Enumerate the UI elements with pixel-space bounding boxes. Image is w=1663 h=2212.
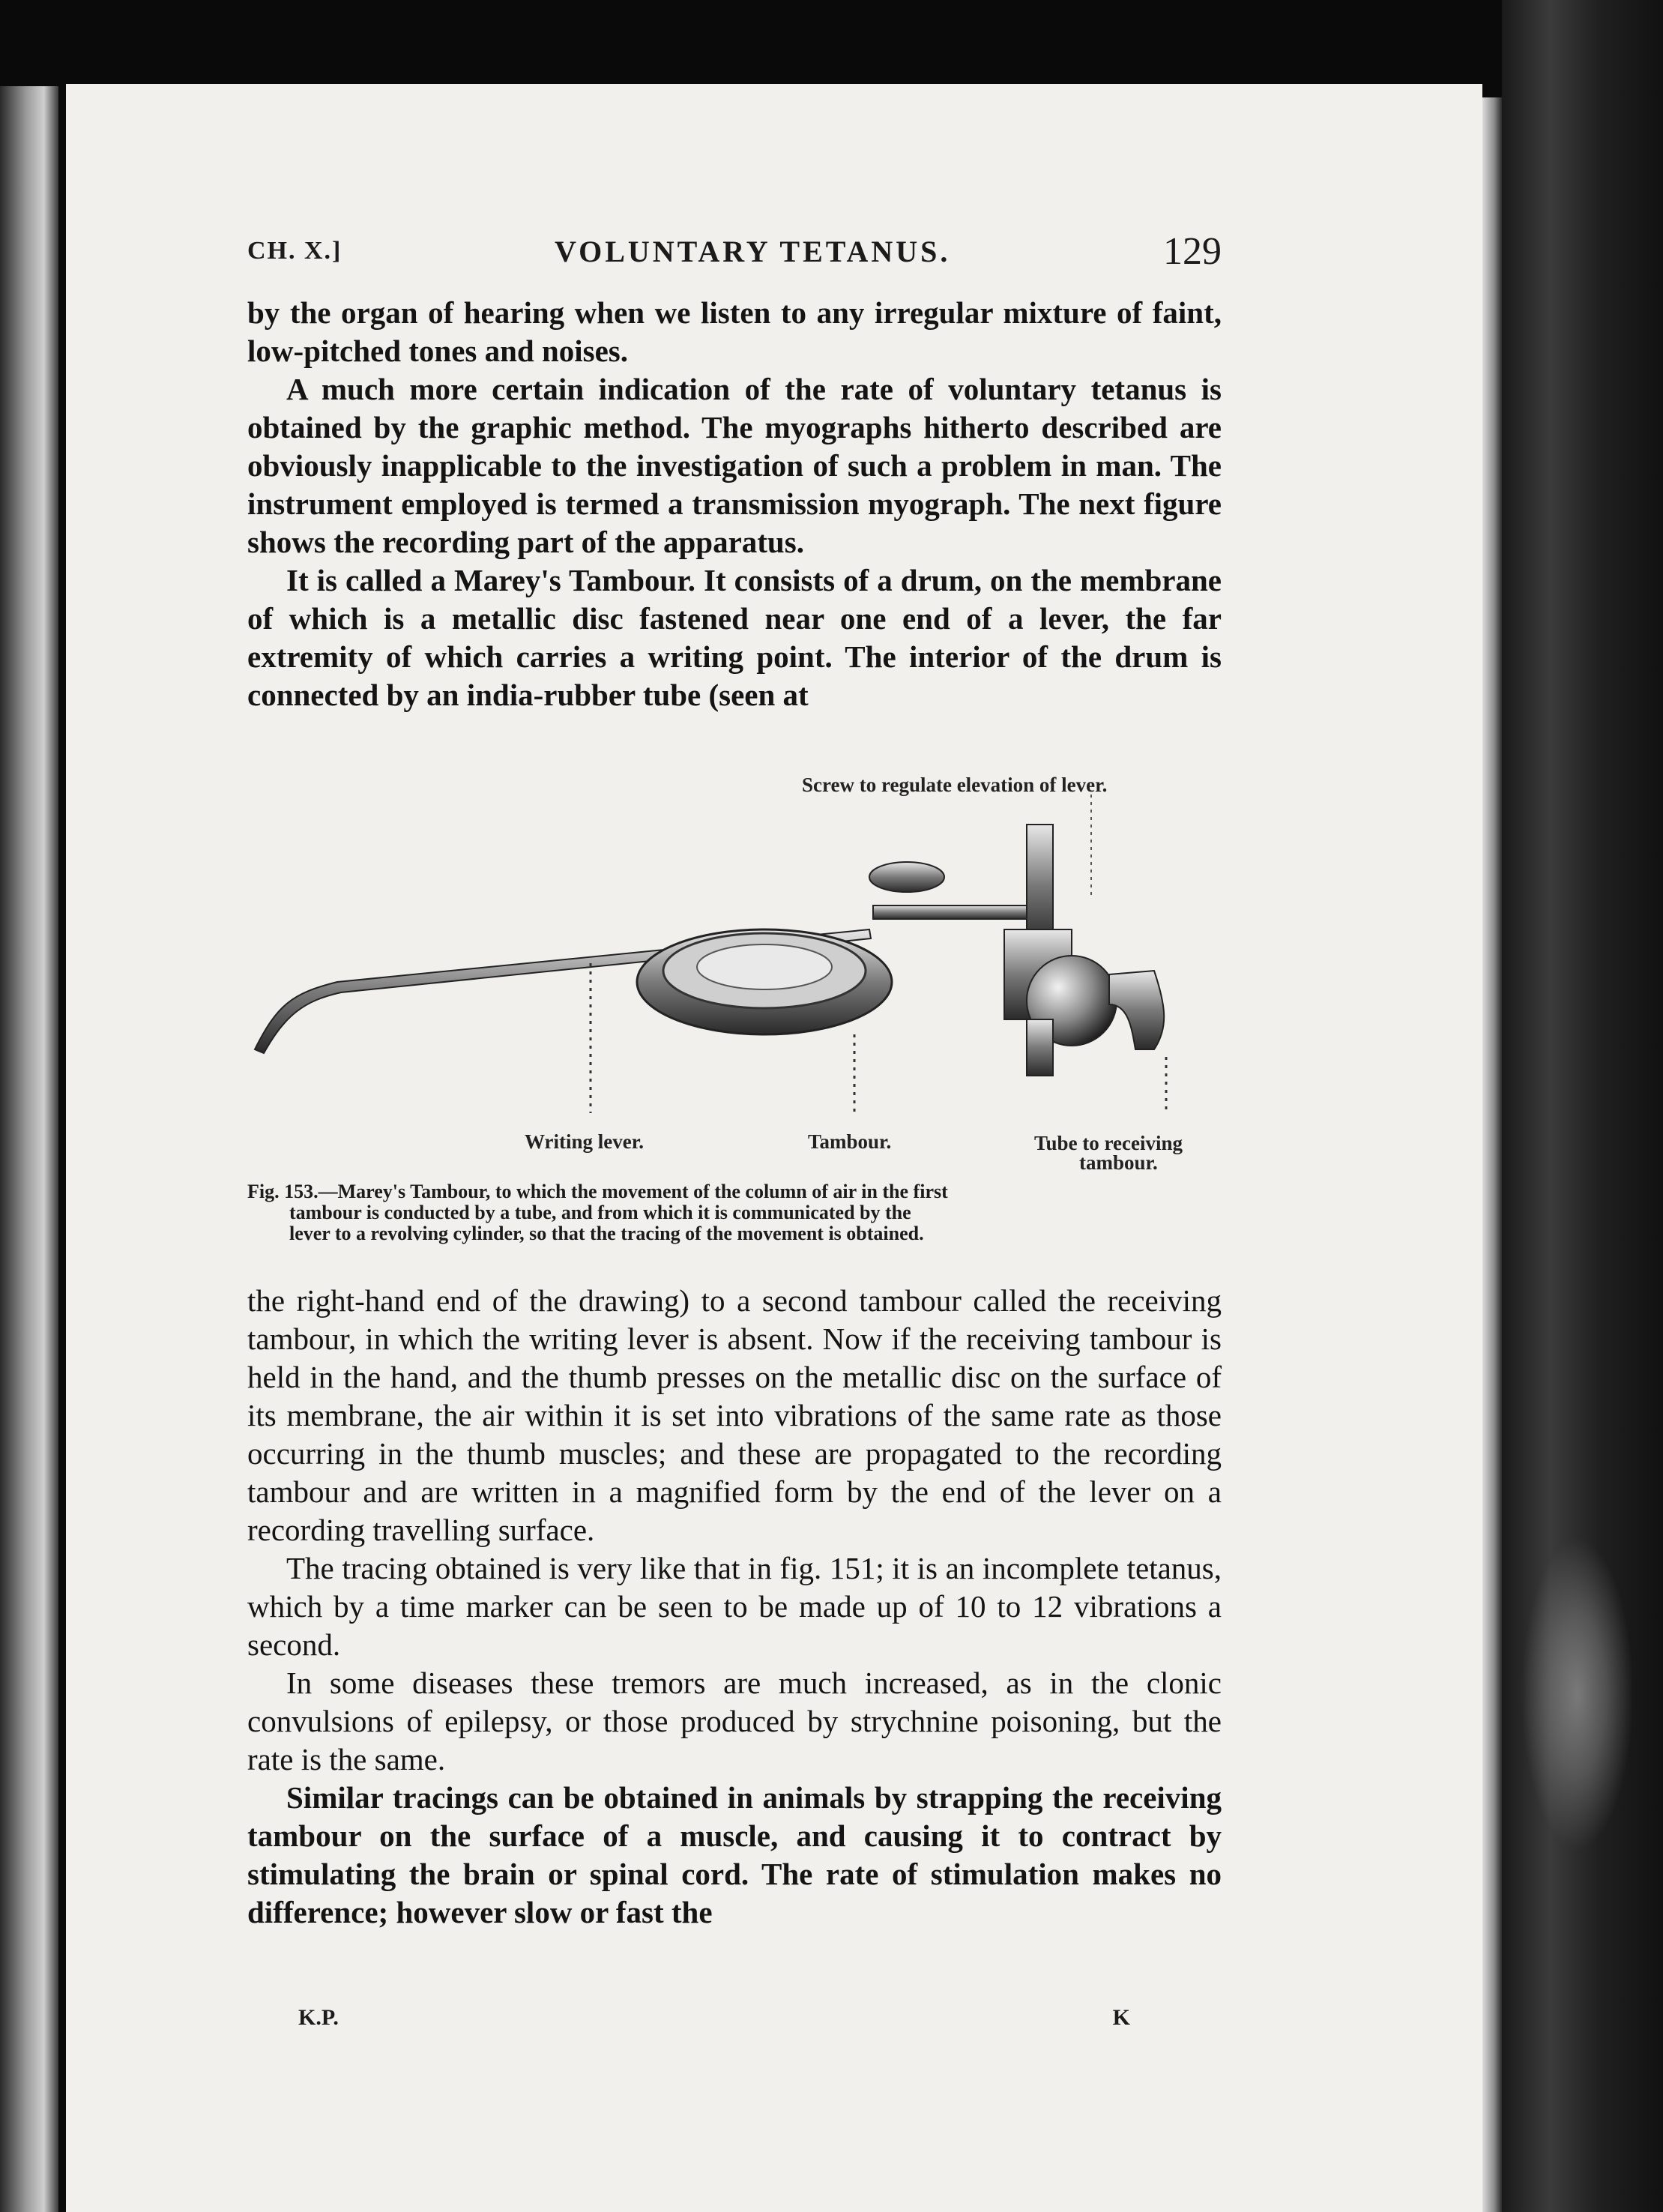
screw-wheel — [869, 862, 944, 892]
caption-line: tambour is conducted by a tube, and from which it is communicated by the — [289, 1202, 911, 1223]
adjusting-screw — [1027, 825, 1053, 944]
scan-blemish — [1521, 1537, 1634, 1851]
body-text-top — [247, 294, 1222, 714]
paragraph: In some diseases these tremors are much increased, as in the clonic convulsions of epilepsy, or those produced by strychnine poisoning, but the rate is the same. — [247, 1666, 1222, 1776]
paragraph: It is called a Marey's Tambour. It consists of a drum, on the membrane of which is a metallic disc fastened near one end of a lever, the far extremity of which carries a writing point. The interior of the drum is connected by an india-rubber tube (seen at — [247, 563, 1222, 712]
chapter-marker: CH. X.] — [247, 237, 342, 265]
paragraph: The tracing obtained is very like that in fig. 151; it is an incomplete tetanus, which by a time marker can be seen to be made up of 10 to 12 vibrations a second. — [247, 1551, 1222, 1662]
page-number: 129 — [1163, 230, 1222, 273]
running-header — [247, 232, 1222, 277]
label-writing-lever: Writing lever. — [525, 1130, 644, 1153]
receiving-tube-nozzle — [1109, 971, 1164, 1049]
label-tube-line1: Tube to receiving — [1034, 1132, 1183, 1154]
running-title: VOLUNTARY TETANUS. — [555, 235, 951, 268]
label-tambour: Tambour. — [808, 1130, 892, 1153]
paragraph: the right-hand end of the drawing) to a second tambour called the receiving tambour, in which the writing lever is absent. Now if the receiving tambour is held in the hand, and the thumb presses on the metallic disc on the surface of its membrane, the air within it is set into vibrations of the same rate as those occurring in the thumb muscles; and these are propagated to the recording tambour and are written in a magnified form by the end of the lever on a recording travelling surface. — [247, 1283, 1222, 1547]
caption-line: lever to a revolving cylinder, so that the tracing of the movement is obtained. — [289, 1223, 924, 1244]
paragraph: A much more certain indication of the rate of voluntary tetanus is obtained by the graphic method. The myographs hitherto described are obviously inapplicable to the investigation of such a problem in man. The instrument employed is termed a transmission myograph. The next figure shows the recording part of the apparatus. — [247, 372, 1222, 559]
figure-caption — [247, 1181, 1222, 1244]
scan-background — [1502, 0, 1663, 2212]
figure-marey-tambour — [247, 774, 1222, 1177]
label-screw: Screw to regulate elevation of lever. — [802, 774, 1108, 796]
caption-line: Fig. 153.—Marey's Tambour, to which the movement of the column of air in the first — [247, 1181, 948, 1202]
paragraph: by the organ of hearing when we listen to any irregular mixture of faint, low-pitched tones and noises. — [247, 295, 1222, 368]
paragraph: Similar tracings can be obtained in animals by strapping the receiving tambour on the surface of a muscle, and causing it to contract by stimulating the brain or spinal cord. The rate of stimulation makes no difference; however slow or fast the — [247, 1780, 1222, 1929]
label-tube-line2: tambour. — [1079, 1151, 1158, 1174]
signature-left: K.P. — [298, 2005, 339, 2030]
signature-right: K — [1112, 2005, 1130, 2030]
body-text-bottom — [247, 1282, 1222, 1932]
right-page-edge — [1482, 97, 1502, 2212]
left-page-edge — [0, 86, 58, 2212]
tambour-illustration — [247, 780, 1222, 1177]
